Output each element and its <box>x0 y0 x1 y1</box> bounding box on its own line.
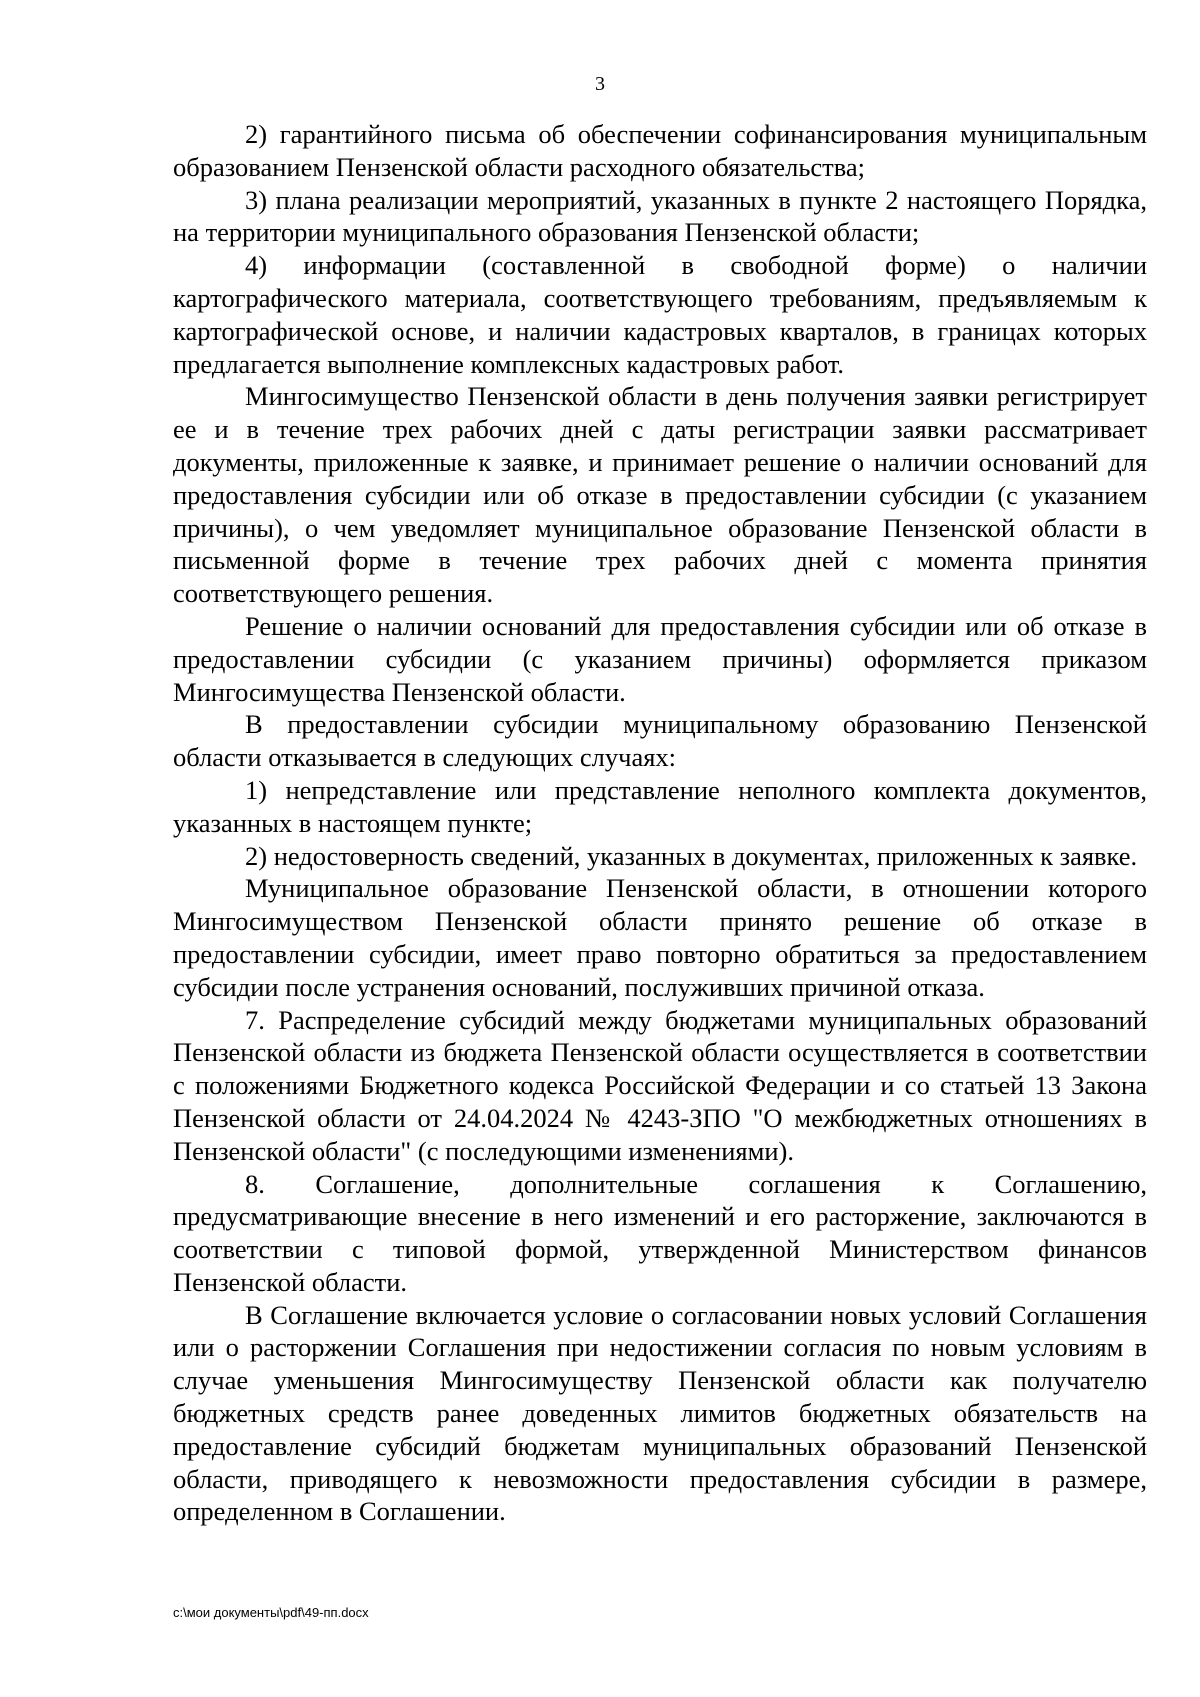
paragraph-refusal-cases: В предоставлении субсидии муниципальному образованию Пензенской области отказывается в следующих случаях: <box>173 709 1147 773</box>
paragraph-reapplication-right: Муниципальное образование Пензенской области, в отношении которого Мингосимуществом Пензенской области принято решение об отказе в предоставлении субсидии, имеет право повторно обратиться за предоставлением субсидии после устранения оснований, послуживших причиной отказа. <box>173 873 1147 1002</box>
paragraph-refusal-case-1: 1) непредставление или представление неполного комплекта документов, указанных в настоящем пункте; <box>173 774 1147 838</box>
paragraph-item-3-implementation-plan: 3) плана реализации мероприятий, указанных в пункте 2 настоящего Порядка, на территории муниципального образования Пензенской области; <box>173 184 1147 248</box>
footer-file-path: c:\мои документы\pdf\49-пп.docx <box>173 1605 369 1620</box>
page-number: 3 <box>595 73 605 95</box>
document-body <box>173 118 1147 1528</box>
paragraph-section-8-agreement: 8. Соглашение, дополнительные соглашения к Соглашению, предусматривающие внесение в него изменений и его расторжение, заключаются в соответствии с типовой формой, утвержденной Министерством финансов Пензенской области. <box>173 1168 1147 1297</box>
paragraph-application-review: Мингосимущество Пензенской области в день получения заявки регистрирует ее и в течение трех рабочих дней с даты регистрации заявки рассматривает документы, приложенные к заявке, и принимает решение о наличии оснований для предоставления субсидии или об отказе в предоставлении субсидии (с указанием причины), о чем уведомляет муниципальное образование Пензенской области в письменной форме в течение трех рабочих дней с момента принятия соответствующего решения. <box>173 381 1147 609</box>
paragraph-agreement-conditions: В Соглашение включается условие о согласовании новых условий Соглашения или о расторжении Соглашения при недостижении согласия по новым условиям в случае уменьшения Мингосимуществу Пензенской области как получателю бюджетных средств ранее доведенных лимитов бюджетных обязательств на предоставление субсидий бюджетам муниципальных образований Пензенской области, приводящего к невозможности предоставления субсидии в размере, определенном в Соглашении. <box>173 1299 1147 1527</box>
paragraph-item-4-cartographic-info: 4) информации (составленной в свободной форме) о наличии картографического материала, соответствующего требованиям, предъявляемым к картографической основе, и наличии кадастровых кварталов, в границах которых предлагается выполнение комплексных кадастровых работ. <box>173 250 1147 379</box>
paragraph-item-2-guarantee-letter: 2) гарантийного письма об обеспечении софинансирования муниципальным образованием Пензенской области расходного обязательства; <box>173 119 1147 182</box>
paragraph-section-7-distribution: 7. Распределение субсидий между бюджетами муниципальных образований Пензенской области из бюджета Пензенской области осуществляется в соответствии с положениями Бюджетного кодекса Российской Федерации и со статьей 13 Закона Пензенской области от 24.04.2024 № 4243-ЗПО "О межбюджетных отношениях в Пензенской области" (с последующими изменениями). <box>173 1004 1147 1166</box>
paragraph-refusal-case-2: 2) недостоверность сведений, указанных в документах, приложенных к заявке. <box>245 840 1138 871</box>
paragraph-decision-order: Решение о наличии оснований для предоставления субсидии или об отказе в предоставлении субсидии (с указанием причины) оформляется приказом Мингосимущества Пензенской области. <box>173 610 1147 707</box>
